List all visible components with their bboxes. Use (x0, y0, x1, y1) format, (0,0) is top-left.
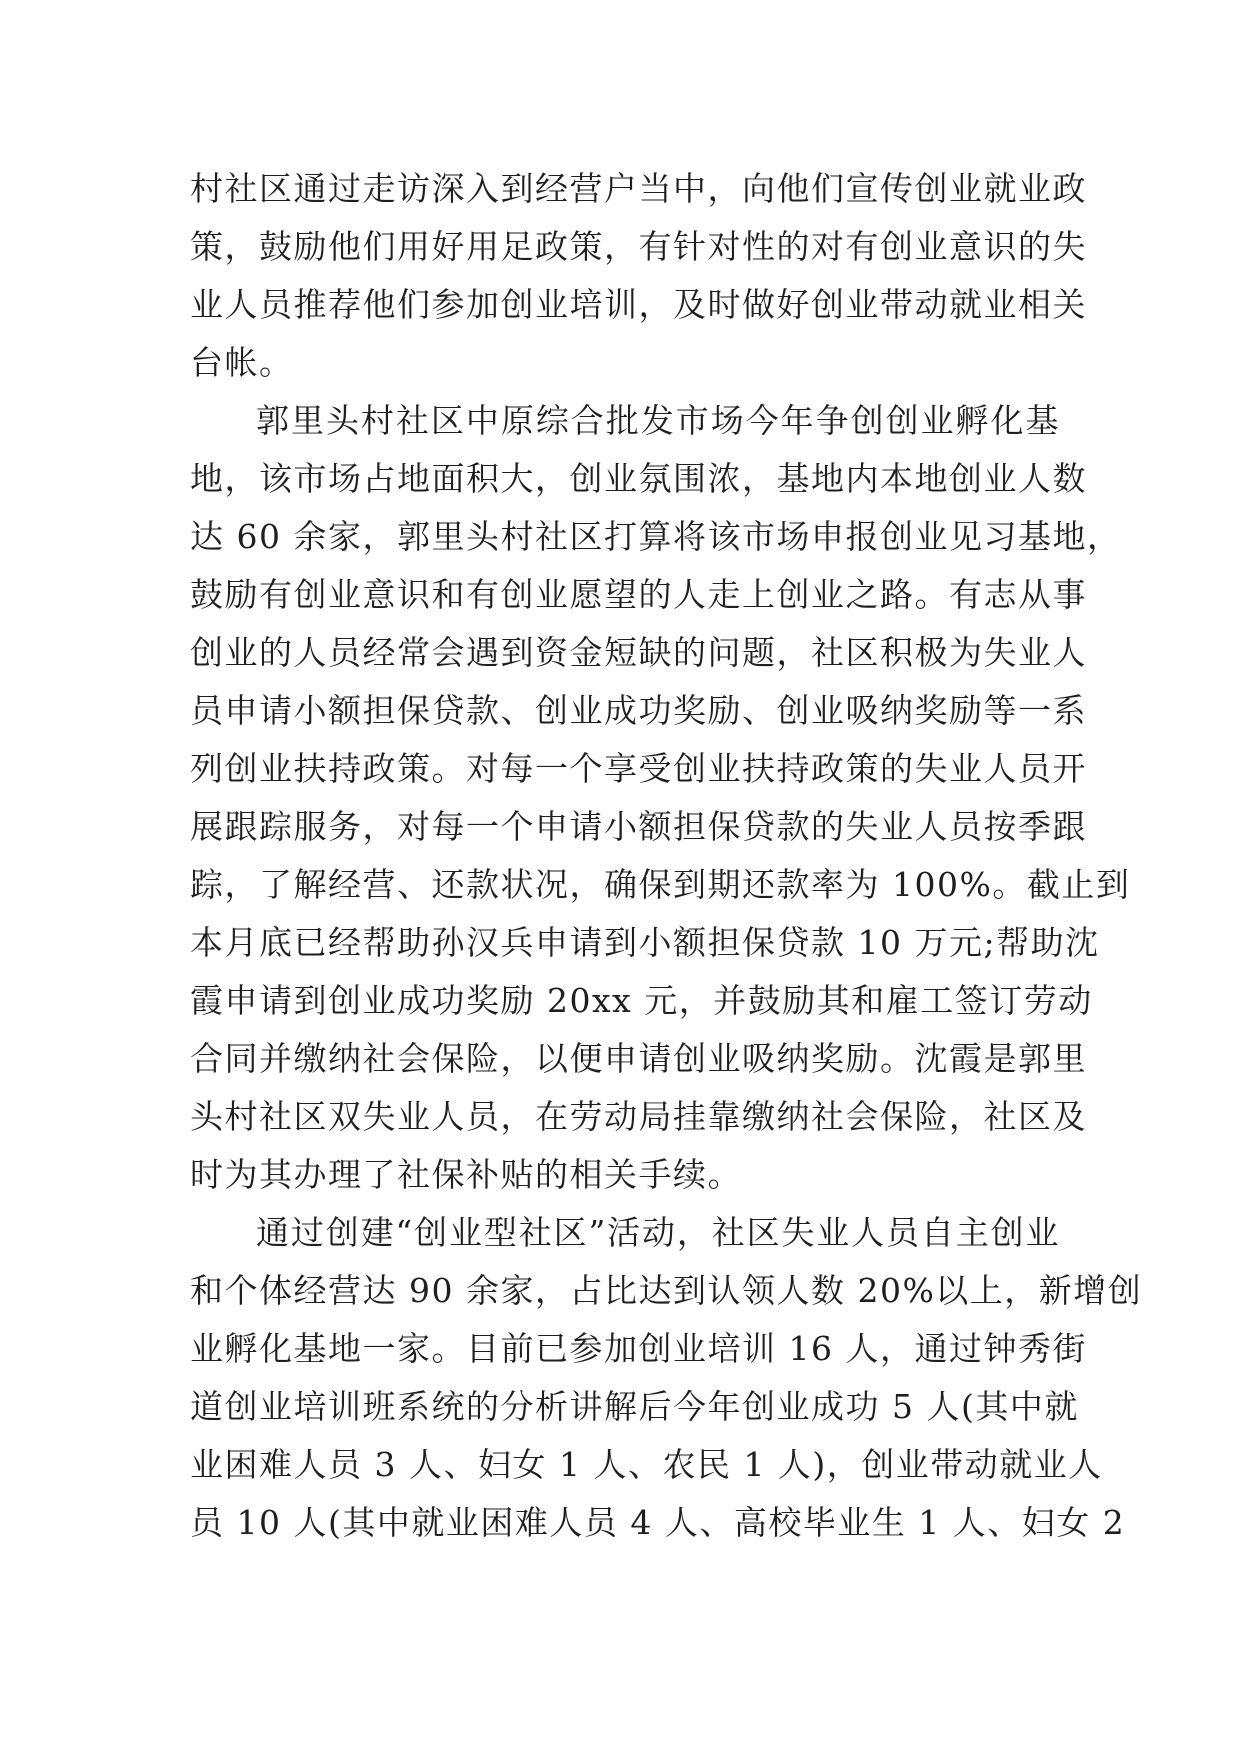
text-line: 踪，了解经营、还款状况，确保到期还款率为 100%。截止到 (190, 865, 1131, 904)
text-line: 头村社区双失业人员，在劳动局挂靠缴纳社会保险，社区及 (190, 1097, 1087, 1136)
text-line: 达 60 余家，郭里头村社区打算将该市场申报创业见习基地， (190, 517, 1122, 556)
paragraph-1 (190, 160, 1087, 392)
text-line: 村社区通过走访深入到经营户当中，向他们宣传创业就业政 (190, 169, 1087, 208)
text-line: 创业的人员经常会遇到资金短缺的问题，社区积极为失业人 (190, 633, 1087, 672)
text-line: 本月底已经帮助孙汉兵申请到小额担保贷款 10 万元;帮助沈 (190, 923, 1100, 962)
text-line: 员申请小额担保贷款、创业成功奖励、创业吸纳奖励等一系 (190, 691, 1087, 730)
text-line: 郭里头村社区中原综合批发市场今年争创创业孵化基 (256, 401, 1060, 440)
text-line: 时为其办理了社保补贴的相关手续。 (190, 1155, 742, 1194)
text-line: 和个体经营达 90 余家，占比达到认领人数 20%以上，新增创 (190, 1271, 1143, 1310)
text-line: 策，鼓励他们用好用足政策，有针对性的对有创业意识的失 (190, 227, 1087, 266)
text-line: 道创业培训班系统的分析讲解后今年创业成功 5 人(其中就 (190, 1387, 1079, 1426)
paragraph-3 (190, 1204, 1143, 1552)
text-line: 业人员推荐他们参加创业培训，及时做好创业带动就业相关 (190, 285, 1087, 324)
document-body (190, 160, 1143, 1552)
paragraph-2 (190, 392, 1131, 1204)
text-line: 地，该市场占地面积大，创业氛围浓，基地内本地创业人数 (190, 459, 1087, 498)
text-line: 鼓励有创业意识和有创业愿望的人走上创业之路。有志从事 (190, 575, 1087, 614)
text-line: 业孵化基地一家。目前已参加创业培训 16 人，通过钟秀街 (190, 1329, 1087, 1368)
text-line: 通过创建“创业型社区”活动，社区失业人员自主创业 (256, 1213, 1060, 1252)
text-line: 合同并缴纳社会保险，以便申请创业吸纳奖励。沈霞是郭里 (190, 1039, 1087, 1078)
text-line: 展跟踪服务，对每一个申请小额担保贷款的失业人员按季跟 (190, 807, 1087, 846)
text-line: 业困难人员 3 人、妇女 1 人、农民 1 人)，创业带动就业人 (190, 1445, 1103, 1484)
text-line: 员 10 人(其中就业困难人员 4 人、高校毕业生 1 人、妇女 2 (190, 1503, 1126, 1542)
text-line: 列创业扶持政策。对每一个享受创业扶持政策的失业人员开 (190, 749, 1087, 788)
text-line: 霞申请到创业成功奖励 20xx 元，并鼓励其和雇工签订劳动 (190, 981, 1093, 1020)
text-line: 台帐。 (190, 343, 294, 382)
